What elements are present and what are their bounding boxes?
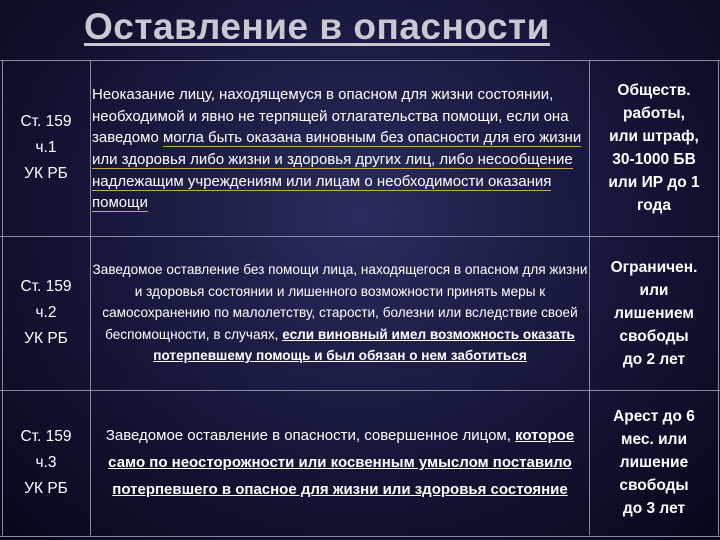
description-cell bbox=[92, 236, 588, 390]
article-cell bbox=[4, 60, 88, 236]
penalty-cell bbox=[590, 236, 718, 390]
penalty-line: лишение bbox=[619, 454, 689, 471]
description-cell bbox=[92, 62, 588, 236]
article-cell bbox=[4, 236, 88, 390]
penalty-line: до 3 лет bbox=[622, 500, 686, 517]
article-cell bbox=[4, 390, 88, 535]
penalty-line: лишением bbox=[614, 304, 694, 322]
penalty-line: свободы bbox=[619, 477, 689, 494]
article-number: Ст. 159 bbox=[20, 113, 72, 130]
penalty-line: Ограничен. bbox=[610, 258, 698, 276]
penalty-line: или штраф, bbox=[609, 128, 699, 145]
article-number: Ст. 159 bbox=[20, 427, 72, 445]
penalty-line: года bbox=[637, 197, 671, 214]
penalty-line: работы, bbox=[623, 105, 685, 122]
column-divider bbox=[90, 60, 91, 535]
article-part: ч.2 bbox=[35, 304, 57, 321]
description-emphasis: которое само по неосторожности или косвенным умыслом поставило потерпевшего в опасное для жизни или здоровья состояние bbox=[108, 427, 575, 498]
page-title: Оставление в опасности bbox=[84, 6, 550, 47]
description-cell bbox=[92, 390, 588, 535]
column-divider bbox=[589, 60, 590, 535]
article-part: ч.1 bbox=[35, 139, 57, 156]
penalty-line: или bbox=[639, 281, 669, 299]
description-text: Заведомое оставление без помощи лица, находящегося в опасном для жизни и здоровья состоянии и лишенного возможности принять меры к самосохранению по малолетству, старости, болезни или вследствие своей беспомощности, в случаях, bbox=[92, 262, 588, 342]
description-text: Заведомое оставление в опасности, совершенное лицом, bbox=[105, 427, 516, 444]
penalty-line: до 2 лет bbox=[622, 350, 686, 368]
penalty-line: или ИР до 1 bbox=[608, 174, 700, 191]
description-text: Неоказание лицу, находящемуся в опасном для жизни состоянии, необходимой и явно не терпящей отлагательства помощи, если она заведомо bbox=[92, 86, 569, 147]
article-code: УК РБ bbox=[24, 479, 68, 497]
description-emphasis: если виновный имел возможность оказать потерпевшему помощь и был обязан о нем заботиться bbox=[153, 326, 575, 364]
penalty-line: Обществ. bbox=[617, 82, 691, 99]
article-code: УК РБ bbox=[24, 165, 68, 182]
penalty-cell bbox=[590, 60, 718, 236]
penalty-line: мес. или bbox=[620, 431, 688, 448]
penalty-line: 30-1000 БВ bbox=[612, 151, 696, 168]
description-emphasis: могла быть оказана виновным без опасности для его жизни или здоровья либо жизни и здоровья других лиц, либо несообщение надлежащим учреждениям или лицам о необходимости оказания помощи bbox=[92, 129, 582, 212]
penalty-line: свободы bbox=[619, 327, 689, 345]
penalty-line: Арест до 6 bbox=[613, 408, 695, 425]
column-divider bbox=[718, 60, 719, 535]
article-part: ч.3 bbox=[35, 453, 57, 471]
article-number: Ст. 159 bbox=[20, 278, 72, 295]
article-code: УК РБ bbox=[24, 330, 68, 347]
penalty-cell bbox=[590, 390, 718, 535]
column-divider bbox=[2, 60, 3, 535]
